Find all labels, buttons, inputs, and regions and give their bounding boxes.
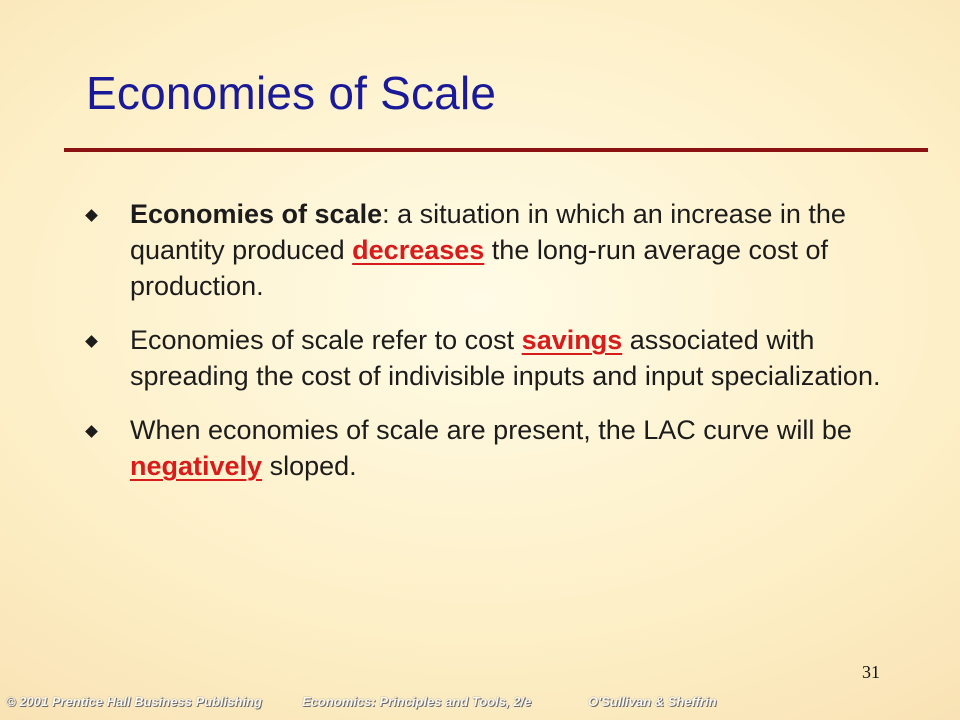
footer-copyright: © 2001 Prentice Hall Business Publishing bbox=[6, 694, 262, 709]
footer-book-title: Economics: Principles and Tools, 2/e bbox=[302, 694, 532, 709]
slide-title: Economies of Scale bbox=[86, 67, 497, 119]
footer-authors: O'Sullivan & Sheffrin bbox=[588, 694, 717, 709]
diamond-bullet-icon bbox=[85, 425, 98, 438]
bullet-text: sloped. bbox=[262, 451, 357, 481]
bullet-keyword: decreases bbox=[352, 235, 485, 265]
bullet-text: When economies of scale are present, the LAC curve will be bbox=[130, 415, 852, 445]
bullet-text: the long-run average cost of production. bbox=[130, 235, 829, 301]
bullet-keyword: negatively bbox=[130, 451, 263, 481]
page-number: 31 bbox=[862, 662, 880, 682]
bullet-item-definition bbox=[80, 196, 900, 304]
bullet-list bbox=[80, 196, 900, 484]
bullet-term: Economies of scale bbox=[130, 199, 383, 229]
slide-footer bbox=[6, 694, 766, 716]
bullet-keyword: savings bbox=[521, 325, 623, 355]
bullet-item-lac-slope bbox=[80, 412, 900, 484]
diamond-bullet-icon bbox=[85, 335, 98, 348]
bullet-text: : a situation in which an increase in the quantity produced bbox=[130, 199, 846, 265]
diamond-bullet-icon bbox=[85, 209, 98, 222]
bullet-text: Economies of scale refer to cost bbox=[130, 325, 522, 355]
title-divider bbox=[64, 148, 928, 152]
bullet-item-savings bbox=[80, 322, 900, 394]
bullet-text: associated with spreading the cost of indivisible inputs and input specialization. bbox=[130, 325, 881, 391]
